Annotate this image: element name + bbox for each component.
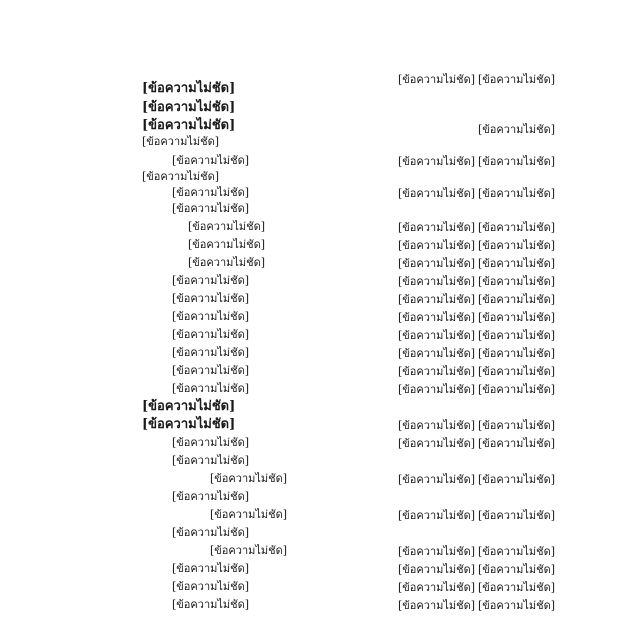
- toc-entry-text: [ข้อความไม่ชัด]: [188, 256, 266, 269]
- toc-entry-page: [ข้อความไม่ชัด]: [478, 187, 556, 200]
- page-column-header: [ข้อความไม่ชัด]: [478, 73, 556, 86]
- toc-entry: [172, 326, 249, 344]
- toc-entry-articles: [ข้อความไม่ชัด]: [398, 545, 476, 558]
- toc-entry-text: [ข้อความไม่ชัด]: [210, 508, 288, 521]
- toc-entry-text: [ข้อความไม่ชัด]: [172, 436, 250, 449]
- toc-entry-articles: [ข้อความไม่ชัด]: [398, 257, 476, 270]
- toc-entry: [172, 524, 249, 542]
- toc-entry-page: [ข้อความไม่ชัด]: [478, 239, 556, 252]
- toc-entry-articles: [ข้อความไม่ชัด]: [398, 581, 476, 594]
- toc-entry-articles: [ข้อความไม่ชัด]: [398, 563, 476, 576]
- toc-entry-page: [ข้อความไม่ชัด]: [478, 221, 556, 234]
- toc-entry: [142, 80, 235, 98]
- toc-entry-page: [ข้อความไม่ชัด]: [478, 365, 556, 378]
- toc-entry-text: [ข้อความไม่ชัด]: [210, 472, 288, 485]
- toc-entry: [142, 416, 235, 434]
- toc-entry-articles: [ข้อความไม่ชัด]: [398, 311, 476, 324]
- toc-entry-page: [ข้อความไม่ชัด]: [478, 311, 556, 324]
- toc-entry-page: [ข้อความไม่ชัด]: [478, 509, 556, 522]
- toc-entry-text: [ข้อความไม่ชัด]: [142, 100, 236, 115]
- toc-entry-text: [ข้อความไม่ชัด]: [172, 364, 250, 377]
- toc-entry-text: [ข้อความไม่ชัด]: [172, 310, 250, 323]
- toc-entry-text: [ข้อความไม่ชัด]: [142, 170, 220, 183]
- toc-entry: [172, 578, 249, 596]
- toc-entry-text: [ข้อความไม่ชัด]: [172, 454, 250, 467]
- toc-entry: [188, 254, 265, 272]
- toc-entry-text: [ข้อความไม่ชัด]: [172, 292, 250, 305]
- toc-entry-text: [ข้อความไม่ชัด]: [172, 202, 250, 215]
- toc-entry-text: [ข้อความไม่ชัด]: [172, 274, 250, 287]
- toc-entry: [172, 488, 249, 506]
- toc-entry: [142, 398, 235, 416]
- toc-entry: [172, 596, 249, 614]
- toc-entry-articles: [ข้อความไม่ชัด]: [398, 419, 476, 432]
- toc-entry-page: [ข้อความไม่ชัด]: [478, 293, 556, 306]
- toc-entry-text: [ข้อความไม่ชัด]: [172, 186, 250, 199]
- toc-entry: [172, 200, 249, 218]
- toc-entry: [172, 308, 249, 326]
- toc-entry-text: [ข้อความไม่ชัด]: [172, 490, 250, 503]
- toc-entry-articles: [ข้อความไม่ชัด]: [398, 221, 476, 234]
- toc-entry-page: [ข้อความไม่ชัด]: [478, 275, 556, 288]
- toc-entry-text: [ข้อความไม่ชัด]: [142, 399, 236, 414]
- toc-entry-articles: [ข้อความไม่ชัด]: [398, 347, 476, 360]
- toc-entry-text: [ข้อความไม่ชัด]: [142, 135, 220, 148]
- toc-entry: [172, 560, 249, 578]
- toc-entry-page: [ข้อความไม่ชัด]: [478, 545, 556, 558]
- toc-entry-articles: [ข้อความไม่ชัด]: [398, 275, 476, 288]
- toc-entry: [188, 218, 265, 236]
- toc-entry-text: [ข้อความไม่ชัด]: [172, 346, 250, 359]
- toc-entry-articles: [ข้อความไม่ชัด]: [398, 599, 476, 612]
- toc-entry-text: [ข้อความไม่ชัด]: [172, 598, 250, 611]
- toc-entry: [172, 434, 249, 452]
- toc-entry: [172, 272, 249, 290]
- toc-entry-articles: [ข้อความไม่ชัด]: [398, 187, 476, 200]
- toc-entry-page: [ข้อความไม่ชัด]: [478, 257, 556, 270]
- toc-entry: [172, 362, 249, 380]
- toc-entry-text: [ข้อความไม่ชัด]: [188, 220, 266, 233]
- toc-entry: [210, 470, 287, 488]
- toc-entry-page: [ข้อความไม่ชัด]: [478, 329, 556, 342]
- toc-entry-text: [ข้อความไม่ชัด]: [142, 118, 236, 133]
- toc-entry-text: [ข้อความไม่ชัด]: [172, 382, 250, 395]
- toc-entry-articles: [ข้อความไม่ชัด]: [398, 155, 476, 168]
- toc-entry-text: [ข้อความไม่ชัด]: [172, 328, 250, 341]
- toc-entry-page: [ข้อความไม่ชัด]: [478, 155, 556, 168]
- toc-entry-articles: [ข้อความไม่ชัด]: [398, 437, 476, 450]
- toc-entry-articles: [ข้อความไม่ชัด]: [398, 239, 476, 252]
- toc-entry: [210, 506, 287, 524]
- toc-entry-text: [ข้อความไม่ชัด]: [172, 526, 250, 539]
- toc-entry-articles: [ข้อความไม่ชัด]: [398, 473, 476, 486]
- toc-entry: [188, 236, 265, 254]
- toc-entry-page: [ข้อความไม่ชัด]: [478, 347, 556, 360]
- toc-entry-articles: [ข้อความไม่ชัด]: [398, 509, 476, 522]
- toc-entry: [142, 99, 235, 117]
- toc-entry-page: [ข้อความไม่ชัด]: [478, 437, 556, 450]
- toc-entry-page: [ข้อความไม่ชัด]: [478, 473, 556, 486]
- toc-entry-page: [ข้อความไม่ชัด]: [478, 419, 556, 432]
- toc-entry: [172, 452, 249, 470]
- toc-entry: [172, 344, 249, 362]
- toc-entry-text: [ข้อความไม่ชัด]: [188, 238, 266, 251]
- toc-entry: [172, 290, 249, 308]
- toc-entry-page: [ข้อความไม่ชัด]: [478, 581, 556, 594]
- toc-entry-text: [ข้อความไม่ชัด]: [172, 154, 250, 167]
- toc-entry: [210, 542, 287, 560]
- toc-entry-page: [ข้อความไม่ชัด]: [478, 563, 556, 576]
- toc-entry-page: [ข้อความไม่ชัด]: [478, 599, 556, 612]
- toc-entry-articles: [ข้อความไม่ชัด]: [398, 365, 476, 378]
- toc-entry-text: [ข้อความไม่ชัด]: [142, 417, 236, 432]
- toc-entry-text: [ข้อความไม่ชัด]: [142, 81, 236, 96]
- toc-entry: [142, 133, 219, 151]
- toc-entry-page: [ข้อความไม่ชัด]: [478, 383, 556, 396]
- toc-entry-articles: [ข้อความไม่ชัด]: [398, 293, 476, 306]
- toc-entry-text: [ข้อความไม่ชัด]: [210, 544, 288, 557]
- toc-entry-page: [ข้อความไม่ชัด]: [478, 123, 556, 136]
- toc-entry-text: [ข้อความไม่ชัด]: [172, 562, 250, 575]
- articles-column-header: [ข้อความไม่ชัด]: [398, 73, 476, 86]
- toc-entry: [172, 380, 249, 398]
- toc-entry-articles: [ข้อความไม่ชัด]: [398, 383, 476, 396]
- toc-entry-text: [ข้อความไม่ชัด]: [172, 580, 250, 593]
- toc-entry-articles: [ข้อความไม่ชัด]: [398, 329, 476, 342]
